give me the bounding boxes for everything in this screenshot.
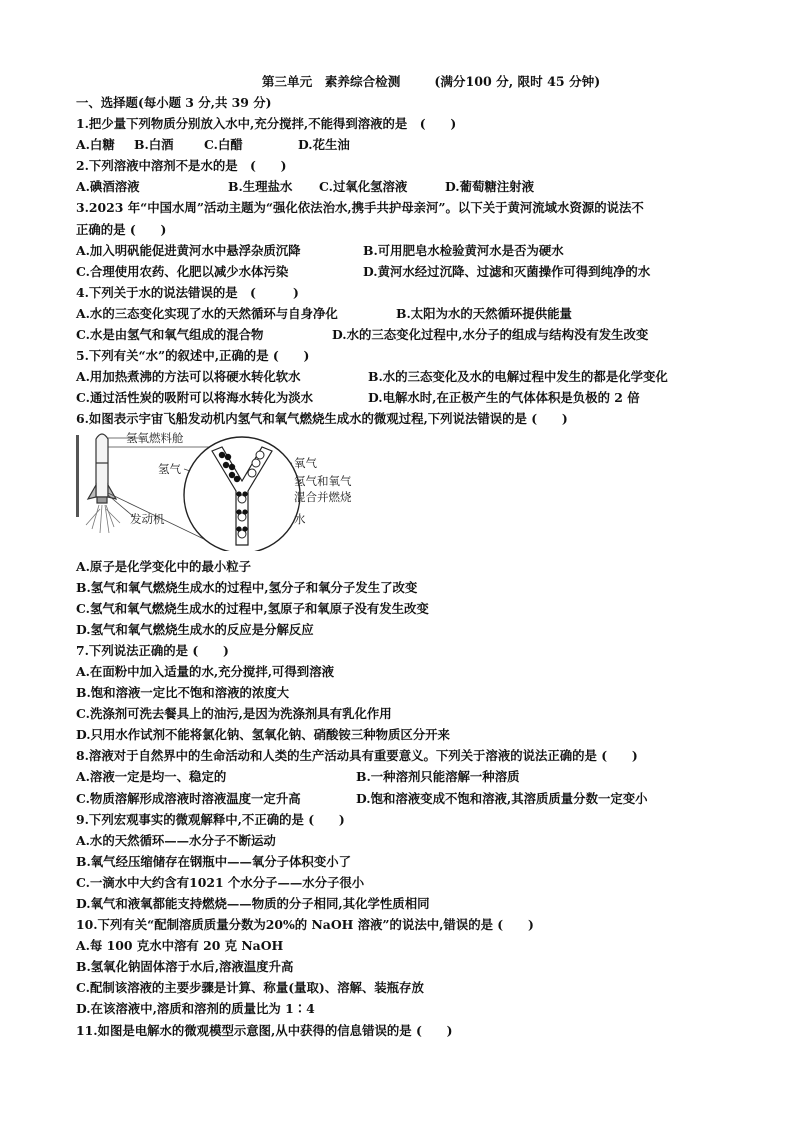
q10-option-b: B.氢氧化钠固体溶于水后,溶液温度升高 bbox=[76, 959, 294, 975]
question-9-stem: 9.下列宏观事实的微观解释中,不正确的是 ( ) bbox=[76, 811, 345, 827]
exam-page bbox=[76, 72, 736, 1041]
q6-option-b: B.氢气和氧气燃烧生成水的过程中,氢分子和氧分子发生了改变 bbox=[76, 579, 418, 595]
q7-option-a: A.在面粉中加入适量的水,充分搅拌,可得到溶液 bbox=[76, 663, 334, 679]
question-5-stem: 5.下列有关“水”的叙述中,正确的是 ( ) bbox=[76, 348, 310, 364]
question-2-stem: 2.下列溶液中溶剂不是水的是 ( ) bbox=[76, 158, 287, 174]
q9-option-b: B.氧气经压缩储存在钢瓶中——氧分子体积变小了 bbox=[76, 853, 351, 869]
question-7-stem: 7.下列说法正确的是 ( ) bbox=[76, 642, 229, 658]
q1-option-a: A.白糖 bbox=[76, 137, 115, 153]
q2-option-a: A.碘酒溶液 bbox=[76, 179, 140, 195]
question-4-stem: 4.下列关于水的说法错误的是 ( ) bbox=[76, 284, 299, 300]
label-hydrogen: 氢气 bbox=[158, 461, 181, 476]
question-3-stem-cont: 正确的是 ( ) bbox=[76, 221, 167, 237]
section-heading: 一、选择题(每小题 3 分,共 39 分) bbox=[76, 95, 272, 110]
q2-option-b: B.生理盐水 bbox=[228, 179, 293, 195]
label-engine: 发动机 bbox=[130, 511, 165, 526]
rocket-engine-figure bbox=[76, 430, 736, 551]
q4-option-c: C.水是由氢气和氧气组成的混合物 bbox=[76, 327, 264, 343]
q8-option-c: C.物质溶解形成溶液时溶液温度一定升高 bbox=[76, 790, 301, 806]
q1-option-d: D.花生油 bbox=[298, 137, 350, 153]
q8-option-b: B.一种溶剂只能溶解一种溶质 bbox=[356, 769, 520, 785]
title-main: 第三单元 素养综合检测 bbox=[261, 74, 401, 89]
question-2-options bbox=[76, 176, 736, 197]
rocket-icon bbox=[76, 434, 116, 517]
q7-option-c: C.洗涤剂可洗去餐具上的油污,是因为洗涤剂具有乳化作用 bbox=[76, 706, 392, 722]
q4-option-a: A.水的三态变化实现了水的天然循环与自身净化 bbox=[76, 305, 338, 321]
q1-option-c: C.白醋 bbox=[204, 137, 243, 153]
q9-option-d: D.氧气和液氧都能支持燃烧——物质的分子相同,其化学性质相同 bbox=[76, 896, 430, 911]
q4-option-d: D.水的三态变化过程中,水分子的组成与结构没有发生改变 bbox=[332, 327, 649, 343]
label-water: 水 bbox=[294, 511, 306, 526]
q9-option-a: A.水的天然循环——水分子不断运动 bbox=[76, 832, 276, 848]
q6-option-d: D.氢气和氧气燃烧生成水的反应是分解反应 bbox=[76, 621, 314, 637]
q10-option-c: C.配制该溶液的主要步骤是计算、称量(量取)、溶解、装瓶存放 bbox=[76, 980, 424, 996]
q10-option-a: A.每 100 克水中溶有 20 克 NaOH bbox=[76, 938, 284, 954]
q10-option-d: D.在该溶液中,溶质和溶剂的质量比为 1∶4 bbox=[76, 1001, 315, 1017]
exam-title bbox=[76, 72, 736, 92]
q9-option-c: C.一滴水中大约含有1021 个水分子——水分子很小 bbox=[76, 874, 365, 890]
q6-option-a: A.原子是化学变化中的最小粒子 bbox=[76, 558, 252, 574]
question-1-options bbox=[76, 134, 736, 155]
q7-option-d: D.只用水作试剂不能将氯化钠、氢氧化钠、硝酸铵三种物质区分开来 bbox=[76, 727, 450, 743]
question-8-stem: 8.溶液对于自然界中的生命活动和人类的生产活动具有重要意义。下列关于溶液的说法正确的是 ( ) bbox=[76, 748, 638, 764]
label-fuel-cabin: 氢氧燃料舱 bbox=[126, 430, 184, 445]
title-meta: (满分100 分, 限时 45 分钟) bbox=[434, 74, 601, 89]
q2-option-d: D.葡萄糖注射液 bbox=[445, 179, 534, 195]
q6-option-c: C.氢气和氧气燃烧生成水的过程中,氢原子和氧原子没有发生改变 bbox=[76, 600, 429, 616]
q4-option-b: B.太阳为水的天然循环提供能量 bbox=[396, 305, 572, 321]
question-3-stem: 3.2023 年“中国水周”活动主题为“强化依法治水,携手共护母亲河”。以下关于黄河流域水资源的说法不 bbox=[76, 200, 644, 216]
q8-option-d: D.饱和溶液变成不饱和溶液,其溶质质量分数一定变小 bbox=[356, 790, 648, 806]
q7-option-b: B.饱和溶液一定比不饱和溶液的浓度大 bbox=[76, 685, 290, 701]
exhaust-plume bbox=[86, 505, 120, 533]
q8-option-a: A.溶液一定是均一、稳定的 bbox=[76, 769, 227, 785]
q3-option-a: A.加入明矾能促进黄河水中悬浮杂质沉降 bbox=[76, 242, 301, 258]
label-mix-2: 混合并燃烧 bbox=[294, 489, 352, 504]
q5-option-b: B.水的三态变化及水的电解过程中发生的都是化学变化 bbox=[368, 369, 668, 385]
question-11-stem: 11.如图是电解水的微观模型示意图,从中获得的信息错误的是 ( ) bbox=[76, 1022, 453, 1038]
q3-option-d: D.黄河水经过沉降、过滤和灭菌操作可得到纯净的水 bbox=[363, 263, 651, 279]
rocket-diagram bbox=[76, 433, 406, 551]
q3-option-b: B.可用肥皂水检验黄河水是否为硬水 bbox=[363, 242, 564, 258]
question-10-stem: 10.下列有关“配制溶质质量分数为20%的 NaOH 溶液”的说法中,错误的是 ( ) bbox=[76, 917, 534, 933]
label-mix-1: 氢气和氧气 bbox=[294, 473, 352, 488]
label-oxygen: 氧气 bbox=[294, 455, 317, 470]
question-6-stem: 6.如图表示宇宙飞船发动机内氢气和氧气燃烧生成水的微观过程,下列说法错误的是 ( ) bbox=[76, 411, 568, 427]
q5-option-c: C.通过活性炭的吸附可以将海水转化为淡水 bbox=[76, 390, 313, 406]
q1-option-b: B.白酒 bbox=[134, 137, 174, 153]
q5-option-a: A.用加热煮沸的方法可以将硬水转化软水 bbox=[76, 369, 301, 385]
q3-option-c: C.合理使用农药、化肥以减少水体污染 bbox=[76, 263, 289, 279]
question-1-stem: 1.把少量下列物质分别放入水中,充分搅拌,不能得到溶液的是 ( ) bbox=[76, 116, 457, 132]
q5-option-d: D.电解水时,在正极产生的气体体积是负极的 2 倍 bbox=[368, 390, 640, 406]
q2-option-c: C.过氧化氢溶液 bbox=[319, 179, 408, 195]
